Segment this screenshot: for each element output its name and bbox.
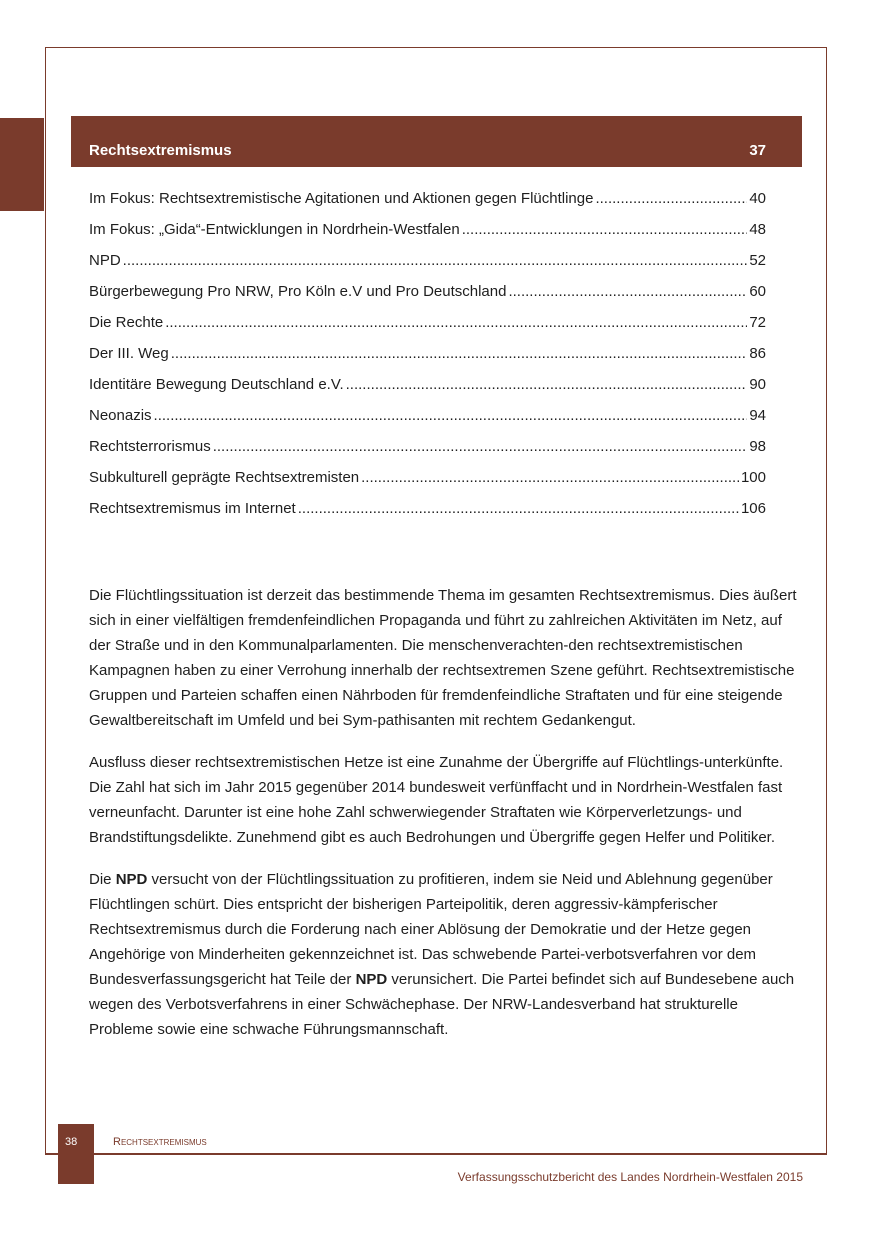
- toc-leader-dots: [123, 250, 748, 272]
- footer-chapter-label: Rechtsextremismus: [113, 1136, 207, 1148]
- chapter-page-number: 37: [749, 142, 766, 159]
- paragraph-text: verunsichert. Die Partei befindet sich auf Bundesebene auch wegen des Verbotsverfahrens in einer Schwächephase. Der NRW-Landesverband hat strukturelle Probleme sowie eine schwache Führungsmannschaft.: [89, 971, 795, 1038]
- toc-entry-title: Identitäre Bewegung Deutschland e.V.: [89, 376, 344, 393]
- toc-entry-title: NPD: [89, 252, 121, 269]
- toc-entry-page: 40: [749, 190, 766, 207]
- table-of-contents: [89, 188, 766, 529]
- toc-entry-title: Neonazis: [89, 407, 152, 424]
- toc-entry-title: Rechtsterrorismus: [89, 438, 211, 455]
- npd-emphasis: NPD: [355, 971, 388, 988]
- toc-entry-page: 90: [749, 376, 766, 393]
- toc-entry[interactable]: [89, 250, 766, 281]
- intro-paragraph-2: Ausfluss dieser rechtsextremistischen Hetze ist eine Zunahme der Übergriffe auf Flüchtlings-unterkünfte. Die Zahl hat sich im Jahr 2015 gegenüber 2014 bundesweit verfünffacht und in Nordrhein-Westfalen fast verneunfacht. Darunter ist eine hohe Zahl schwerwiegender Straftaten wie Körperverletzungs- und Brandstiftungsdelikte. Zunehmend gibt es auch Bedrohungen und Übergriffe gegen Helfer und Politiker.: [89, 754, 784, 846]
- toc-entry-page: 72: [749, 314, 766, 331]
- toc-entry-page: 52: [749, 252, 766, 269]
- toc-entry[interactable]: [89, 405, 766, 436]
- toc-entry-page: 60: [749, 283, 766, 300]
- toc-leader-dots: [346, 374, 748, 396]
- toc-entry-title: Die Rechte: [89, 314, 164, 331]
- toc-leader-dots: [213, 436, 748, 458]
- toc-entry[interactable]: [89, 219, 766, 250]
- toc-entry[interactable]: [89, 436, 766, 467]
- toc-entry-page: 48: [749, 221, 766, 238]
- toc-leader-dots: [171, 343, 748, 365]
- toc-entry-page: 86: [749, 345, 766, 362]
- toc-entry-title: Subkulturell geprägte Rechtsextremisten: [89, 469, 360, 486]
- toc-leader-dots: [595, 188, 747, 210]
- chapter-header-bar: [71, 116, 802, 167]
- toc-entry-title: Bürgerbewegung Pro NRW, Pro Köln e.V und Pro Deutschland: [89, 283, 507, 300]
- chapter-introduction: [89, 583, 801, 1059]
- paragraph-text: versucht von der Flüchtlingssituation zu profitieren, indem sie Neid und Ablehnung gegenüber Flüchtlingen schürt. Dies entspricht der bisherigen Parteipolitik, deren aggressiv-kämpferischer Rechtsextremismus durch die Forderung nach einer Ablösung der Demokratie und der Hetze gegen Angehörige von Minderheiten gekennzeichnet ist. Das schwebende Partei-verbotsverfahren vor dem Bundesverfassungsgericht hat Teile der: [89, 871, 773, 988]
- toc-entry[interactable]: [89, 343, 766, 374]
- chapter-title: Rechtsextremismus: [89, 142, 232, 159]
- toc-leader-dots: [508, 281, 747, 303]
- footer-page-number: 38: [65, 1136, 78, 1148]
- toc-leader-dots: [361, 467, 739, 489]
- footer-report-title: Verfassungsschutzbericht des Landes Nordrhein-Westfalen 2015: [457, 1170, 803, 1184]
- toc-entry-title: Im Fokus: „Gida“-Entwicklungen in Nordrhein-Westfalen: [89, 221, 460, 238]
- toc-entry-page: 94: [749, 407, 766, 424]
- npd-emphasis: NPD: [115, 871, 148, 888]
- toc-entry[interactable]: [89, 281, 766, 312]
- paragraph-text: Die: [89, 871, 116, 888]
- toc-leader-dots: [154, 405, 748, 427]
- intro-paragraph-3: [89, 867, 801, 1042]
- footer-divider: [45, 1154, 827, 1155]
- toc-entry-page: 98: [749, 438, 766, 455]
- toc-entry[interactable]: [89, 374, 766, 405]
- toc-entry-title: Im Fokus: Rechtsextremistische Agitationen und Aktionen gegen Flüchtlinge: [89, 190, 594, 207]
- toc-entry[interactable]: [89, 188, 766, 219]
- toc-entry-title: Der III. Weg: [89, 345, 169, 362]
- toc-entry-title: Rechtsextremismus im Internet: [89, 500, 296, 517]
- toc-entry-page: 106: [740, 500, 766, 517]
- intro-paragraph-1: Die Flüchtlingssituation ist derzeit das bestimmende Thema im gesamten Rechtsextremismus. Dies äußert sich in einer vielfältigen fremdenfeindlichen Propaganda und führt zu zahlreichen Aktivitäten im Netz, auf der Straße und in den Kommunalparlamenten. Die menschenverachten-den rechtsextremistischen Kampagnen haben zu einer Verrohung innerhalb der rechtsextremen Szene geführt. Rechtsextremistische Gruppen und Parteien schaffen einen Nährboden für fremdenfeindliche Straftaten und für eine steigende Gewaltbereitschaft im Umfeld und bei Sym-pathisanten mit rechtem Gedankengut.: [89, 587, 797, 729]
- toc-entry-page: 100: [740, 469, 766, 486]
- chapter-side-tab: [0, 118, 44, 211]
- toc-entry[interactable]: [89, 498, 766, 529]
- toc-leader-dots: [462, 219, 748, 241]
- toc-leader-dots: [298, 498, 739, 520]
- toc-entry[interactable]: [89, 467, 766, 498]
- toc-leader-dots: [165, 312, 747, 334]
- toc-entry[interactable]: [89, 312, 766, 343]
